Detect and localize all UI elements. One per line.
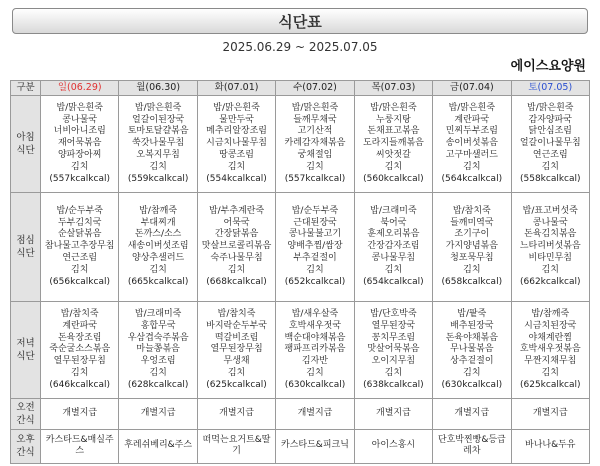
menu-item: 돈육야채볶음 bbox=[445, 332, 498, 343]
calorie-value: (628kcalkcal) bbox=[127, 379, 189, 390]
menu-item: 배추된장국 bbox=[450, 320, 494, 331]
menu-item: 우엉조림 bbox=[140, 356, 176, 367]
menu-item: 밥/맑은흰죽 bbox=[448, 102, 496, 113]
menu-cell-morning-snack-wed bbox=[276, 399, 354, 429]
menu-item: 밥/팥죽 bbox=[457, 308, 487, 319]
menu-item: 밥/순두부죽 bbox=[56, 205, 103, 216]
menu-item: 새송이버섯조림 bbox=[127, 241, 189, 252]
menu-item: 스 bbox=[75, 446, 85, 457]
menu-item: 들깨무채국 bbox=[293, 114, 337, 125]
menu-cell-dinner-tue bbox=[197, 302, 275, 399]
menu-cell-lunch-tue bbox=[197, 193, 275, 302]
row-label-line: 식단 bbox=[16, 351, 35, 363]
calorie-value: (638kcalkcal) bbox=[363, 379, 424, 390]
row-label-line: 점심 bbox=[16, 235, 35, 247]
menu-cell-dinner-sat bbox=[511, 302, 589, 399]
menu-item: 김치 bbox=[71, 161, 89, 172]
menu-item: 개별지급 bbox=[297, 408, 333, 419]
row-label-line: 오전 bbox=[16, 401, 35, 413]
menu-item: 밥/맑은흰죽 bbox=[56, 102, 103, 113]
row-label-breakfast bbox=[11, 96, 41, 193]
menu-item: 마늘쫑볶음 bbox=[136, 344, 180, 355]
menu-cell-lunch-sat bbox=[511, 193, 589, 302]
menu-item: 김치 bbox=[541, 161, 559, 172]
menu-cell-morning-snack-mon bbox=[119, 399, 197, 429]
menu-item: 후레쉬베리&주스 bbox=[124, 440, 193, 451]
menu-item: 김치 bbox=[149, 161, 167, 172]
menu-item: 야채계란찜 bbox=[528, 332, 572, 343]
menu-item: 김자반 bbox=[301, 356, 329, 367]
calorie-value: (558kcalkcal) bbox=[519, 173, 581, 184]
menu-item: 조기구이 bbox=[454, 229, 490, 240]
day-header-sun: 일(06.29) bbox=[41, 81, 119, 96]
day-header-tue: 화(07.01) bbox=[197, 81, 275, 96]
menu-item: 밥/크래미죽 bbox=[134, 308, 182, 319]
calorie-value: (668kcalkcal) bbox=[206, 276, 267, 287]
menu-cell-afternoon-snack-tue bbox=[197, 429, 275, 463]
menu-item: 열무된장무침 bbox=[53, 356, 106, 367]
row-label-dinner bbox=[11, 302, 41, 399]
menu-cell-breakfast-sat bbox=[511, 96, 589, 193]
menu-cell-afternoon-snack-sat bbox=[511, 429, 589, 463]
menu-item: 밥/순두부죽 bbox=[291, 205, 339, 216]
menu-item: 김치 bbox=[463, 161, 481, 172]
menu-item: 김치 bbox=[463, 367, 481, 378]
menu-item: 너비아니조림 bbox=[53, 126, 106, 137]
menu-item: 김치 bbox=[71, 367, 89, 378]
organization-name: 에이스요양원 bbox=[510, 59, 586, 74]
menu-item: 카스타드&매실주 bbox=[45, 434, 114, 445]
menu-item: 단호박찐빵&등급 bbox=[437, 434, 506, 445]
menu-item: 얼갈이된장국 bbox=[132, 114, 185, 125]
menu-item: 계란파국 bbox=[454, 114, 490, 125]
menu-cell-afternoon-snack-mon bbox=[119, 429, 197, 463]
menu-item: 김치 bbox=[306, 367, 324, 378]
menu-item: 기 bbox=[232, 446, 241, 457]
menu-item: 북어국 bbox=[380, 217, 407, 228]
menu-item: 열무된장무침 bbox=[210, 344, 263, 355]
menu-item: 간장닭볶음 bbox=[214, 229, 259, 240]
date-range: 2025.06.29 ~ 2025.07.05 bbox=[222, 40, 378, 54]
menu-item: 궁채절임 bbox=[297, 149, 333, 160]
menu-cell-dinner-sun bbox=[41, 302, 119, 399]
row-label-line: 간식 bbox=[16, 414, 35, 426]
menu-item: 개별지급 bbox=[454, 408, 490, 419]
calorie-value: (630kcalkcal) bbox=[284, 379, 346, 390]
menu-item: 시금치된장국 bbox=[524, 320, 577, 331]
menu-cell-morning-snack-sat bbox=[511, 399, 589, 429]
menu-item: 밥/단호박죽 bbox=[370, 308, 417, 319]
menu-item: 카레감자채볶음 bbox=[284, 138, 346, 149]
calorie-value: (625kcalkcal) bbox=[206, 379, 267, 390]
menu-item: 메추리알장조림 bbox=[206, 126, 267, 137]
menu-item: 부추겉절이 bbox=[293, 253, 337, 264]
menu-item: 콩나물불고기 bbox=[288, 229, 342, 240]
menu-item: 무나물볶음 bbox=[450, 344, 494, 355]
row-label-line: 아침 bbox=[16, 132, 35, 144]
calorie-value: (560kcalkcal) bbox=[363, 173, 424, 184]
menu-item: 맛살브로콜리볶음 bbox=[201, 241, 272, 252]
menu-cell-morning-snack-thu bbox=[354, 399, 432, 429]
menu-cell-breakfast-thu bbox=[354, 96, 432, 193]
menu-item: 개별지급 bbox=[62, 408, 98, 419]
menu-item: 숙주나물무침 bbox=[210, 253, 263, 264]
menu-item: 맛살어묵볶음 bbox=[367, 344, 420, 355]
menu-cell-lunch-thu bbox=[354, 193, 432, 302]
menu-item: 김치 bbox=[384, 264, 403, 275]
table-row-dinner bbox=[11, 302, 590, 399]
menu-cell-afternoon-snack-fri bbox=[433, 429, 511, 463]
menu-item: 호박새우젓국 bbox=[288, 320, 342, 331]
menu-item: 떠먹는요거트&딸 bbox=[202, 434, 271, 445]
menu-item: 개별지급 bbox=[140, 408, 176, 419]
menu-item: 밥/맑은흰죽 bbox=[291, 102, 339, 113]
calorie-value: (557kcalkcal) bbox=[49, 173, 110, 184]
day-header-fri: 금(07.04) bbox=[433, 81, 511, 96]
menu-item: 청포묵무침 bbox=[450, 253, 494, 264]
menu-item: 김치 bbox=[384, 161, 403, 172]
day-header-thu: 목(07.03) bbox=[354, 81, 432, 96]
menu-item: 도라지들깨볶음 bbox=[362, 138, 424, 149]
calorie-value: (662kcalkcal) bbox=[519, 276, 581, 287]
menu-item: 씨앗젓갈 bbox=[376, 149, 411, 160]
calorie-value: (665kcalkcal) bbox=[127, 276, 189, 287]
menu-item: 김치 bbox=[306, 161, 324, 172]
menu-item: 무짠지채무침 bbox=[524, 356, 577, 367]
menu-cell-lunch-sun bbox=[41, 193, 119, 302]
menu-cell-breakfast-wed bbox=[276, 96, 354, 193]
menu-item: 부대찌개 bbox=[140, 217, 176, 228]
calorie-value: (559kcalkcal) bbox=[127, 173, 189, 184]
menu-cell-afternoon-snack-thu bbox=[354, 429, 432, 463]
menu-item: 김치 bbox=[227, 161, 246, 172]
menu-item: 연근조림 bbox=[62, 253, 98, 264]
table-row-breakfast bbox=[11, 96, 590, 193]
menu-item: 김치 bbox=[541, 264, 559, 275]
menu-item: 순살닭볶음 bbox=[57, 229, 102, 240]
menu-item: 돈까스/소스 bbox=[134, 229, 182, 240]
menu-item: 토마토달걀볶음 bbox=[127, 126, 189, 137]
menu-item: 김치 bbox=[306, 264, 324, 275]
menu-item: 레차 bbox=[463, 446, 481, 457]
menu-item: 쑥갓나물무침 bbox=[132, 138, 185, 149]
menu-item: 김치 bbox=[227, 367, 246, 378]
menu-item: 개별지급 bbox=[219, 408, 254, 419]
page-title: 식단표 bbox=[12, 8, 588, 34]
menu-item: 김치 bbox=[149, 264, 167, 275]
menu-item: 밥/참치죽 bbox=[452, 205, 491, 216]
table-row-lunch bbox=[11, 193, 590, 302]
calorie-value: (656kcalkcal) bbox=[49, 276, 110, 287]
menu-item: 홍합무국 bbox=[140, 320, 176, 331]
menu-cell-dinner-mon bbox=[119, 302, 197, 399]
menu-item: 우삼겹숙주볶음 bbox=[127, 332, 189, 343]
menu-cell-afternoon-snack-wed bbox=[276, 429, 354, 463]
menu-item: 밥/참깨죽 bbox=[139, 205, 178, 216]
calorie-value: (646kcalkcal) bbox=[49, 379, 110, 390]
menu-item: 돈육장조림 bbox=[57, 332, 102, 343]
menu-item: 참나물고추장무침 bbox=[44, 241, 115, 252]
menu-item: 훈제오리볶음 bbox=[367, 229, 420, 240]
menu-item: 김치 bbox=[463, 264, 481, 275]
menu-cell-afternoon-snack-sun bbox=[41, 429, 119, 463]
day-header-mon: 월(06.30) bbox=[119, 81, 197, 96]
menu-item: 개별지급 bbox=[532, 408, 568, 419]
menu-cell-morning-snack-tue bbox=[197, 399, 275, 429]
menu-item: 돈채표고볶음 bbox=[367, 126, 420, 137]
row-label-line: 오후 bbox=[16, 434, 35, 446]
day-header-sat: 토(07.05) bbox=[511, 81, 589, 96]
menu-item: 개별지급 bbox=[376, 408, 411, 419]
calorie-value: (658kcalkcal) bbox=[441, 276, 503, 287]
row-label-line: 식단 bbox=[16, 145, 35, 157]
calorie-value: (564kcalkcal) bbox=[441, 173, 503, 184]
menu-item: 콩나물국 bbox=[62, 114, 98, 125]
menu-item: 팽파프리카볶음 bbox=[284, 344, 346, 355]
calorie-value: (625kcalkcal) bbox=[519, 379, 581, 390]
menu-item: 가지양념볶음 bbox=[445, 241, 498, 252]
calorie-value: (630kcalkcal) bbox=[441, 379, 503, 390]
menu-item: 김치 bbox=[227, 264, 246, 275]
menu-item: 무생채 bbox=[223, 356, 250, 367]
menu-item: 바나나&두유 bbox=[525, 440, 576, 451]
menu-item: 백순대야채볶음 bbox=[284, 332, 346, 343]
menu-item: 밥/표고버섯죽 bbox=[522, 205, 578, 216]
meal-table bbox=[10, 80, 590, 464]
row-label-line: 간식 bbox=[16, 447, 35, 459]
menu-cell-lunch-wed bbox=[276, 193, 354, 302]
menu-cell-breakfast-fri bbox=[433, 96, 511, 193]
menu-item: 김치 bbox=[541, 367, 559, 378]
menu-item: 민찌두부조림 bbox=[445, 126, 498, 137]
menu-cell-breakfast-sun bbox=[41, 96, 119, 193]
menu-item: 밥/맑은흰죽 bbox=[527, 102, 574, 113]
menu-item: 밥/참치죽 bbox=[60, 308, 99, 319]
menu-item: 감자양파국 bbox=[528, 114, 572, 125]
menu-cell-lunch-mon bbox=[119, 193, 197, 302]
category-header: 구분 bbox=[11, 81, 41, 96]
menu-cell-dinner-wed bbox=[276, 302, 354, 399]
menu-item: 열무된장국 bbox=[371, 320, 416, 331]
menu-item: 양파장아찌 bbox=[57, 149, 102, 160]
menu-item: 밥/참깨죽 bbox=[531, 308, 570, 319]
calorie-value: (654kcalkcal) bbox=[363, 276, 424, 287]
table-row-afternoon-snack bbox=[11, 429, 590, 463]
menu-item: 느타리버섯볶음 bbox=[519, 241, 581, 252]
row-label-afternoon-snack bbox=[11, 429, 41, 463]
menu-item: 재어묵볶음 bbox=[57, 138, 102, 149]
row-label-morning-snack bbox=[11, 399, 41, 429]
menu-item: 간장감자조림 bbox=[367, 241, 420, 252]
menu-item: 바지락순두부국 bbox=[206, 320, 267, 331]
menu-item: 김치 bbox=[384, 367, 403, 378]
menu-item: 들깨미역국 bbox=[450, 217, 494, 228]
menu-item: 밥/참치죽 bbox=[217, 308, 256, 319]
menu-item: 어묵국 bbox=[223, 217, 250, 228]
menu-item: 떡갈비조림 bbox=[214, 332, 259, 343]
menu-item: 꽁치무조림 bbox=[371, 332, 416, 343]
menu-item: 밥/크래미죽 bbox=[370, 205, 417, 216]
menu-item: 김치 bbox=[149, 367, 167, 378]
day-header-wed: 수(07.02) bbox=[276, 81, 354, 96]
menu-cell-dinner-fri bbox=[433, 302, 511, 399]
menu-item: 김치 bbox=[71, 264, 89, 275]
row-label-lunch bbox=[11, 193, 41, 302]
menu-item: 시금치나물무침 bbox=[206, 138, 267, 149]
menu-item: 양배추찜/쌈장 bbox=[287, 241, 343, 252]
menu-item: 두부김치국 bbox=[57, 217, 102, 228]
menu-item: 밥/새우살죽 bbox=[291, 308, 339, 319]
menu-cell-breakfast-tue bbox=[197, 96, 275, 193]
menu-item: 콩나물무침 bbox=[371, 253, 416, 264]
menu-item: 송이버섯볶음 bbox=[445, 138, 498, 149]
menu-item: 밥/맑은흰죽 bbox=[370, 102, 417, 113]
menu-item: 고기산적 bbox=[297, 126, 333, 137]
row-label-line: 저녁 bbox=[16, 338, 35, 350]
menu-cell-morning-snack-sun bbox=[41, 399, 119, 429]
menu-item: 아이스홍시 bbox=[371, 440, 416, 451]
calorie-value: (554kcalkcal) bbox=[206, 173, 267, 184]
menu-item: 밥/맑은흰죽 bbox=[134, 102, 182, 113]
menu-item: 콩나물국 bbox=[532, 217, 568, 228]
menu-item: 오이지무침 bbox=[371, 356, 416, 367]
menu-item: 밥/부추계란죽 bbox=[208, 205, 265, 216]
menu-item: 물만두국 bbox=[219, 114, 254, 125]
menu-item: 죽순굴소스볶음 bbox=[49, 344, 111, 355]
menu-item: 호박새우젓볶음 bbox=[519, 344, 581, 355]
menu-item: 오복지무침 bbox=[136, 149, 180, 160]
menu-cell-lunch-fri bbox=[433, 193, 511, 302]
row-label-line: 식단 bbox=[16, 248, 35, 260]
menu-item: 닭안심조림 bbox=[528, 126, 572, 137]
menu-cell-breakfast-mon bbox=[119, 96, 197, 193]
menu-item: 비타민무침 bbox=[528, 253, 572, 264]
calorie-value: (557kcalkcal) bbox=[284, 173, 346, 184]
menu-item: 누룽지탕 bbox=[376, 114, 411, 125]
menu-item: 연근조림 bbox=[532, 149, 568, 160]
menu-item: 땅콩조림 bbox=[219, 149, 254, 160]
menu-item: 계란파국 bbox=[62, 320, 98, 331]
menu-cell-morning-snack-fri bbox=[433, 399, 511, 429]
menu-item: 상추겉절이 bbox=[450, 356, 494, 367]
menu-item: 근대된장국 bbox=[293, 217, 337, 228]
menu-item: 돈육김치볶음 bbox=[524, 229, 577, 240]
menu-item: 카스타드&피크닉 bbox=[281, 440, 349, 451]
table-row-morning-snack bbox=[11, 399, 590, 429]
table-header-row bbox=[11, 81, 590, 96]
menu-item: 밥/맑은흰죽 bbox=[213, 102, 260, 113]
menu-cell-dinner-thu bbox=[354, 302, 432, 399]
calorie-value: (652kcalkcal) bbox=[284, 276, 346, 287]
menu-item: 양상추샐러드 bbox=[132, 253, 185, 264]
menu-item: 고구마샐러드 bbox=[445, 149, 498, 160]
menu-item: 얼갈이나물무침 bbox=[519, 138, 581, 149]
